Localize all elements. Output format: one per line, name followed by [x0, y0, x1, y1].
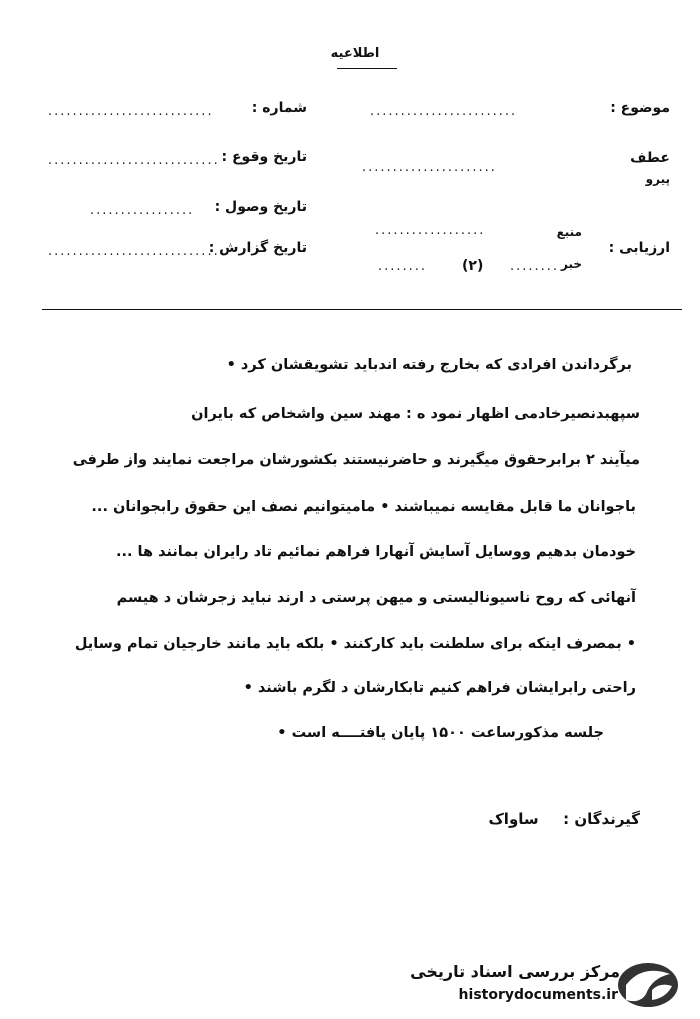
body-line-9: جلسه مذکورساعت ۱۵۰۰ پایان یافتــــه است •	[277, 725, 604, 741]
field-subject-dots: ........................	[370, 104, 518, 119]
recipients-line	[488, 810, 640, 828]
field-receipt-date-dots: .................	[90, 203, 195, 218]
field-source-dots: ..................	[375, 223, 486, 238]
field-report-date-label: تاریخ گزارش :	[208, 240, 307, 256]
field-subject-label: موضوع :	[610, 100, 670, 116]
field-news-dots-left: ........	[378, 259, 428, 274]
recipients-value: ساواک	[488, 810, 539, 828]
recipients-label: گیرندگان :	[563, 810, 640, 828]
field-occurrence-date-dots: ............................	[48, 153, 220, 168]
title-underline	[337, 68, 397, 69]
field-about-label: عطف	[630, 150, 670, 166]
body-line-3: میآیند ۲ برابرحقوق میگیرند و حاضرنیستند بکشورشان مراجعت نمایند واز طرفی	[72, 452, 640, 468]
field-occurrence-date-label: تاریخ وقوع :	[221, 149, 307, 165]
field-about-sublabel: پیرو	[645, 172, 670, 186]
field-evaluation-label: ارزیابی :	[608, 240, 670, 256]
field-news-label: خبر	[560, 257, 582, 271]
document-title: اطلاعیه	[330, 46, 380, 61]
body-line-5: خودمان بدهیم ووسایل آسایش آنهارا فراهم نمائیم تاد رایران بمانند ها ...	[115, 544, 636, 560]
field-report-date-dots: ............................	[48, 244, 220, 259]
watermark-site: historydocuments.ir	[458, 987, 618, 1003]
body-line-4: باجوانان ما قابل مقایسه نمیباشند • مامیتوانیم نصف این حقوق رابجوانان ...	[91, 499, 636, 515]
body-line-8: راحتی رابرایشان فراهم کنیم تابکارشان د لگرم باشند •	[243, 680, 636, 696]
body-line-2: سپهبدنصیرخادمی اظهار نمود ه : مهند سین واشخاص که بایران	[191, 406, 640, 422]
header-separator	[42, 309, 682, 310]
field-news-dots: ........	[510, 259, 560, 274]
field-about-dots: ......................	[362, 160, 497, 175]
body-line-1: برگرداندن افرادی که بخارج رفته اندباید تشویقشان کرد •	[226, 357, 632, 373]
watermark-name: مرکز بررسی اسناد تاریخی	[410, 962, 620, 981]
field-news-value: (۲)	[462, 258, 484, 274]
field-source-label: منبع	[556, 225, 582, 239]
field-receipt-date-label: تاریخ وصول :	[214, 199, 307, 215]
body-line-7: • بمصرف اینکه برای سلطنت باید کارکنند • بلکه باید مانند خارجیان تمام وسایل	[74, 636, 636, 652]
archive-logo-icon	[612, 960, 684, 1010]
field-number-label: شماره :	[251, 100, 307, 116]
field-number-dots: ...........................	[48, 104, 214, 119]
body-line-6: آنهائی که روح ناسیونالیستی و میهن پرستی د ارند نباید زجرشان د هیسم	[116, 590, 636, 606]
